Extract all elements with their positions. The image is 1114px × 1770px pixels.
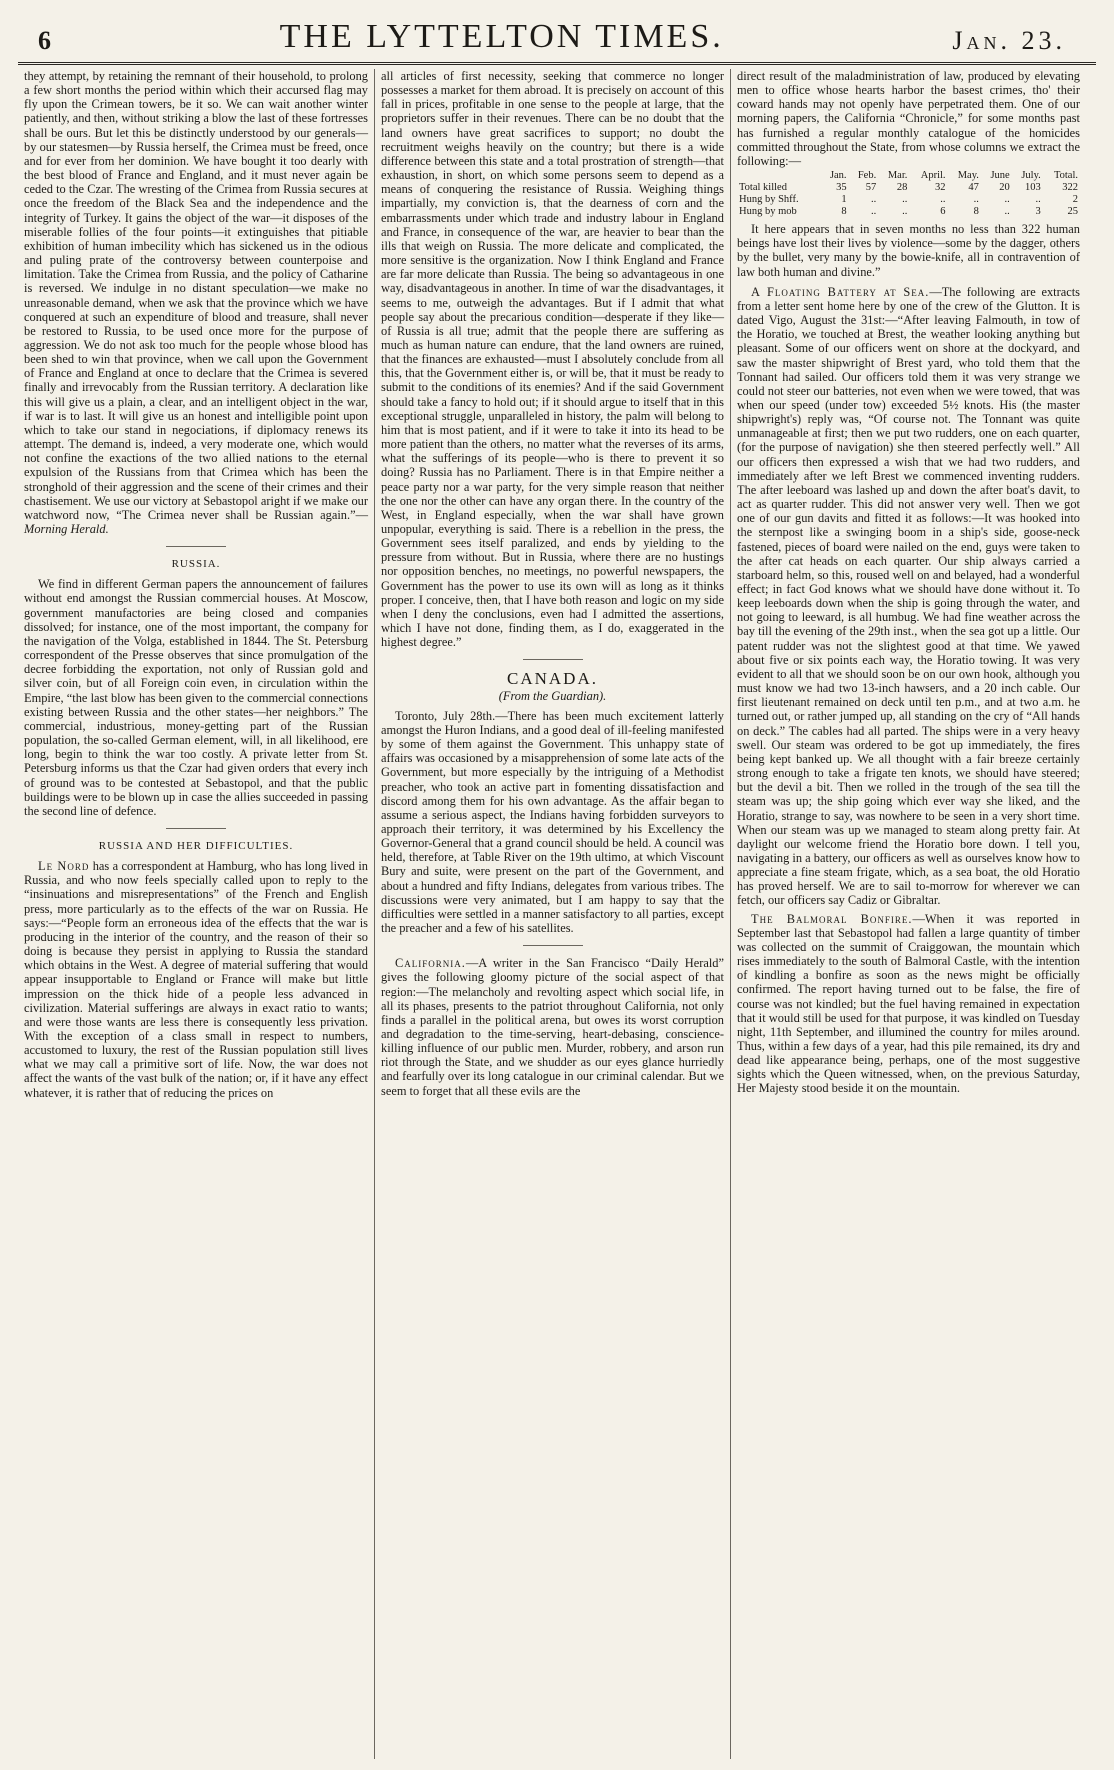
article-text: has a correspondent at Hamburg, who has long lived in Russia, and who now feels specially called upon to reply to the “insinuations and misrepresentations” of the French and English press, more particularly as to the effects of the war on Russia. He says:—“People form an erroneous idea of the effects that the war is producing in the interior of the country, and the reason of their so doing is because they persist in applying to Russia the standard which obtains in the West. A degree of material suffering that would appear insupportable to England or France will make but little impression on the thick hide of a people less advanced in civilization. Material sufferings are always in exact ratio to wants; and were those wants are less there is consequently less privation. With the exception of a class small in respect to numbers, accustomed to luxury, the rest of the Russian population still lives what we may call a primitive sort of life. Now, the war does not affect the wants of the vast bulk of the nation; or, if it have any effect whatever, it is rather that of reducing the prices on xyxy=(24,859,368,1100)
table-header: Mar. xyxy=(887,170,908,182)
table-cell: 35 xyxy=(836,182,847,194)
column-3 xyxy=(730,69,1086,1759)
table-cell: Hung by Shff. xyxy=(739,194,799,206)
section-subheading-canada: (From the Guardian). xyxy=(498,688,607,703)
table-cell: .. xyxy=(1035,194,1041,206)
article-source: Morning Herald. xyxy=(24,522,109,536)
masthead xyxy=(18,6,1096,65)
table-row xyxy=(737,206,1080,218)
table-header xyxy=(737,170,821,182)
russia-difficulties-continued: all articles of first necessity, seeking that commerce no longer possesses a market for them abroad. It is precisely on account of this fall in prices, profitable in one sense to the people at large, that the proprietors suffer in their revenues. There can be no doubt that the land owners have great sacrifices to support; no doubt the recruitment weighs heavily on the country; but there is a wide difference between this state and a total prostration of strength—that exhaustion, in short, on which some persons seem to depend as a means of conquering the resistance of Russia. Weighing things impartially, my conviction is, that the dearness of corn and the embarrassments under which trade and industry labour in England and France, in consequence of the war, are heavier to bear than the ills that weigh on Russia. The more delicate and complicated, the more sensitive is the organization. Now I think England and France are far more delicate than Russia. The being so advantageous in one way, disadvantageous in another. In time of war the disadvantages, it seems to me, outweigh the advantages. But if I admit that what people say about the precarious condition—desperate if they like—of Russia is all true; admit that the people there are suffering as much as human nature can endure, that the land owners are ruined, that the finances are exhausted—must I absolutely conclude from all this, that the Government either is, or will be, that it must be ready to submit to the conditions of its enemies? And if the said Government should take a fancy to hold out; if it should argue to itself that in this exceptional struggle, unparalleled in history, the palm will belong to him that is most patient, and if it were to take it into its head to be more patient than the others, no matter what the reverses of its arms, what the sufferings of its people—who is there to prevent it so doing? Russia has no Parliament. There is in that Empire neither a peace party nor a war party, for the very simple reason that neither the one nor the other can have any organ there. In the country of the West, in England especially, when the war shall have grown unpopular, everything is said. There is a rebellion in the press, the Government sees itself paralized, and ends by yielding to the pressure from without. But in Russia, where there are no hustings nor opposition benches, no meetings, no powerful newspapers, the Government has the power to use its own will as long as it thinks proper. I conceive, then, that I have both reason and logic on my side when I deny the conclusions, even had I admitted the assertions, which I have not done, finding them, as I do, exaggerated in the highest degree.” xyxy=(381,69,724,650)
section-heading-russia: RUSSIA. xyxy=(171,558,221,571)
table-header: Total. xyxy=(1053,170,1078,182)
table-cell: 1 xyxy=(841,194,847,206)
table-cell: 25 xyxy=(1067,206,1078,218)
columns xyxy=(18,69,1096,1759)
table-cell: .. xyxy=(1004,194,1010,206)
table-cell: 47 xyxy=(968,182,979,194)
section-heading-canada: CANADA. xyxy=(507,669,598,689)
newspaper-title: THE LYTTELTON TIMES. xyxy=(279,18,724,55)
divider xyxy=(523,945,583,946)
table-header: April. xyxy=(920,170,946,182)
canada-article: Toronto, July 28th.—There has been much excitement latterly amongst the Huron Indians, and a good deal of ill-feeling manifested by some of them against the Government. This unhappy state of affairs was occasioned by a misapprehension of some late acts of the Government, but more especially by the intriguing of a Methodist preacher, who took an active part in fomenting dissatisfaction and discord among them for his own advantage. As the affair began to assume a serious aspect, the Indians having forbidden surveyors to approach their territory, it was determined by his Excellency the Governor-General that a grand council should be held. A council was held, therefore, at Table River on the 19th ultimo, at which Viscount Bury and suite, were present on the part of the Government, and about a hundred and fifty Indians, delegates from various tribes. The discussions were very animated, but I am happy to say that the difficulties were settled in a manner satisfactory to all parties, except the preacher and a few of his satellites. xyxy=(381,708,724,936)
table-cell: .. xyxy=(1004,206,1010,218)
table-cell: 322 xyxy=(1062,182,1078,194)
article-text: —A writer in the San Francisco “Daily Herald” gives the following gloomy picture of the social aspect of that region:—The melancholy and revolting aspect which social life, in all its phases, presents to the patriot throughout California, not only finds a parallel in the political arena, but owes its worst corruption and degradation to the time-serving, heart-debasing, conscience-killing influence of our public men. Murder, robbery, and arson run riot through the State, and we shudder as our eyes glance hurriedly and fearfully over its long catalogue in our criminal calendar. But we seem to forget that all these evils are the xyxy=(381,956,724,1098)
article-lead: A Floating Battery at Sea. xyxy=(751,284,930,299)
table-cell: 8 xyxy=(973,206,979,218)
page-number: 6 xyxy=(38,26,51,55)
article-lead: Le Nord xyxy=(38,859,90,874)
table-cell: 2 xyxy=(1072,194,1078,206)
divider xyxy=(166,546,226,547)
crimea-article-text: they attempt, by retaining the remnant of their household, to prolong a few short months the period within which their accursed flag may fly upon the Crimean towers, be it so. We can wait another winter patiently, and then, without striking a blow the last of these fortresses shall be ours. But let this be distinctly understood by our generals—by our statesmen—by Russia herself, the Crimea must be freed, once and for ever from her dominion. We have bought it too dearly with the best blood of France and England, and it must never again be ceded to the Czar. The wresting of the Crimea from Russia secures at once the freedom of the Black Sea and the independence and the integrity of Turkey. It gains the object of the war—it disposes of the miserable follies of the four points—it extinguishes that pitiable exhibition of human imbecility which has sickened us in the odious and puling prate of the controversy between counterpoise and limitation. Take the Crimea from Russia, and the policy of Catharine is reversed. We indulge in no distant speculation—we make no unreasonable demand, when we ask that the province which we have conquered at such an expenditure of blood and treasure, shall never be restored to Russia, to be used once more for the purpose of aggression. We do not ask too much for the people whose blood has been shed to win that province, when we call upon the Government of France and England at once to declare that the Crimea is severed finally and irrevocably from the Russian territory. A declaration like this will give us a plain, a clear, and an intelligent object in the war, if war is to last. It will give us an honest and intelligible point upon which to take our stand in negociations, if diplomacy renews its attempt. The demand is, indeed, a very moderate one, which would not confine the exactions of the two allied nations to the eternal expulsion of the Russians from that Crimea which has been the stronghold of their aggression and the scene of their crimes and their chastisement. We use our victory at Sebastopol aright if we make our watchword now, “The Crimea never shall be Russian again.”— xyxy=(24,69,368,522)
table-header-row xyxy=(737,170,1080,182)
divider xyxy=(523,659,583,660)
article-text: —The following are extracts from a letter sent home here by one of the crew of the Glutton. It is dated Vigo, August the 31st:—“After leaving Falmouth, in tow of the Horatio, we touched at Brest, the weather looking anything but pleasant. Some of our officers went on shore at the dockyard, and saw the master shipwright of Brest yard, who told them that the Tonnant had sailed. Our officers told them it was very strange we could not steer our batteries, not even when we were towed, that was when our speed (under tow) exceeded 5½ knots. His (the master shipwright's) reply was, “Of course not. The Tonnant was quite unmanageable at first; then we put two rudders, one on each quarter, (for the purpose of navigation) she then steered perfectly well.” All our officers then expressed a wish that we had two rudders, and immediately after we left Brest we commenced inventing rudders. The after leeboard was lashed up and down the after boat's davit, to act as quarter rudder. This did not answer very well. Then we got one of our gun davits and fitted it as follows:—It was hooked into the sternpost like a swinging boom in a ship's side, goose-neck fastened, pieces of board were nailed on the end, guys were taken to the after cat heads on each quarter. Our ship always carried a starboard helm, so this, roused well on and belayed, had a wonderful effect; in fact God knows what we should have done without it. To keep leeboards down when the ship is going through the water, and not going to leeward, is all humbug. We had fine weather across the bay till the evening of the 29th inst., when the sea got up a little. Our patent rudder was not the slightest good at that time. We yawed about five or six points each way, the Horatio towing. It was very evident to all that we should soon be on our own hook, although you must know we had two 13-inch hawsers, and a 20 inch cable. Our first lieutenant remained on deck until ten p.m., and at two a.m. he turned out, or rather jumped up, all standing on the cry of “All hands on deck.” The cables had all parted. The ships were in a very heavy swell. Our steam was ordered to be got up immediately, the fires being kept banked up. We all thought with a fair breeze certainly strong enough to take a frigate ten knots, we should have steered; but the devil a bit. Then we rolled in the trough of the sea till the steam was up; the ship going which ever way she liked, and the Horatio, strange to say, was nowhere to be seen in a very short time. When our steam was up we managed to steam along pretty fair. At daylight our welcome friend the Horatio bore down. I tell you, navigating in a battery, our officers as well as ourselves know how to appreciate a fine steam frigate, which, as a sea boat, the old Horatio has proved herself. We are to sail to-morrow for wherever we can fetch, our officers say Cadiz or Gibraltar. xyxy=(737,284,1080,908)
table-cell: 20 xyxy=(999,182,1010,194)
table-header: Feb. xyxy=(857,170,877,182)
section-heading-russia-difficulties: RUSSIA AND HER DIFFICULTIES. xyxy=(98,839,294,852)
table-cell: .. xyxy=(870,206,877,218)
article-lead: California. xyxy=(395,956,466,971)
table-row xyxy=(737,182,1080,194)
divider xyxy=(166,828,226,829)
balmoral-bonfire-article xyxy=(737,912,1080,1096)
table-cell: Total killed xyxy=(739,182,787,194)
table-cell: .. xyxy=(940,194,946,206)
table-cell: .. xyxy=(902,206,908,218)
column-1 xyxy=(18,69,374,1759)
russia-difficulties-article xyxy=(24,859,368,1100)
floating-battery-article xyxy=(737,285,1080,908)
table-cell: .. xyxy=(973,194,979,206)
california-article xyxy=(381,956,724,1098)
table-header: May. xyxy=(957,170,979,182)
table-header: Jan. xyxy=(829,170,847,182)
table-header: July. xyxy=(1021,170,1041,182)
california-continued: direct result of the maladministration of law, produced by elevating men to office whose hearts harbor the basest crimes, tho' their coward hands may not openly have perpetrated them. One of our morning papers, the California “Chronicle,” for some months past has furnished a regular monthly catalogue of the homicides committed throughout the State, from whose columns we extract the following:— xyxy=(737,69,1080,168)
california-conclusion: It here appears that in seven months no less than 322 human beings have lost their lives by violence—some by the dagger, others by the bullet, very many by the bowie-knife, all in contravention of law both human and divine.” xyxy=(737,222,1080,279)
table-cell: 3 xyxy=(1035,206,1041,218)
table-cell: .. xyxy=(870,194,877,206)
issue-date: Jan. 23. xyxy=(952,26,1066,55)
table-row xyxy=(737,194,1080,206)
article-lead: The Balmoral Bonfire. xyxy=(751,911,913,926)
table-cell: Hung by mob xyxy=(739,206,797,218)
table-cell: 32 xyxy=(935,182,946,194)
article-text: —When it was reported in September last that Sebastopol had fallen a large quantity of timber was collected on the summit of Craiggowan, the mountain which rises immediately to the south of Balmoral Castle, with the intention of kindling a bonfire as soon as the news might be officially confirmed. The report having turned out to be false, the fire of course was not kindled; but the fuel having remained in expectation that it would still be used for that purpose, it was kindled on Tuesday night, 11th September, and illumined the country for miles around. Thus, within a few days of a year, had this pile remained, its dry and dead like appearance being, perhaps, one of the most suggestive sights which the Queen witnessed, when, on the previous Saturday, Her Majesty stood beside it on the mountain. xyxy=(737,911,1080,1096)
crimea-article xyxy=(24,69,368,536)
table-cell: 28 xyxy=(896,182,908,194)
table-cell: 103 xyxy=(1025,182,1041,194)
table-cell: 8 xyxy=(841,206,847,218)
table-header: June xyxy=(990,170,1010,182)
table-cell: .. xyxy=(902,194,908,206)
russia-article: We find in different German papers the announcement of failures without end amongst the Russian commercial houses. At Moscow, government manufactories are being closed and companies dissolved; for instance, one of the most important, the company for the navigation of the Volga, established in 1844. The St. Petersburg correspondent of the Presse observes that since promulgation of the decree forbidding the exportation, not only of Russian gold and silver coin, but of all Foreign coin even, in circulation within the Empire, “the last blow has been given to the commercial connections existing between Russia and the other states—her neighbors.” The commercial, industrious, money-getting part of the Russian population, the so-called German element, will, in all likelihood, ere long, begin to think the war too costly. A private letter from St. Petersburg informs us that the Czar had given orders that every inch of ground was to be contested at Sebastopol, and that the public buildings were to be blown up in case the allies succeeded in passing the second line of defence. xyxy=(24,577,368,818)
column-2 xyxy=(374,69,730,1759)
homicide-table xyxy=(737,170,1080,218)
table-cell: 6 xyxy=(940,206,946,218)
table-cell: 57 xyxy=(865,182,877,194)
